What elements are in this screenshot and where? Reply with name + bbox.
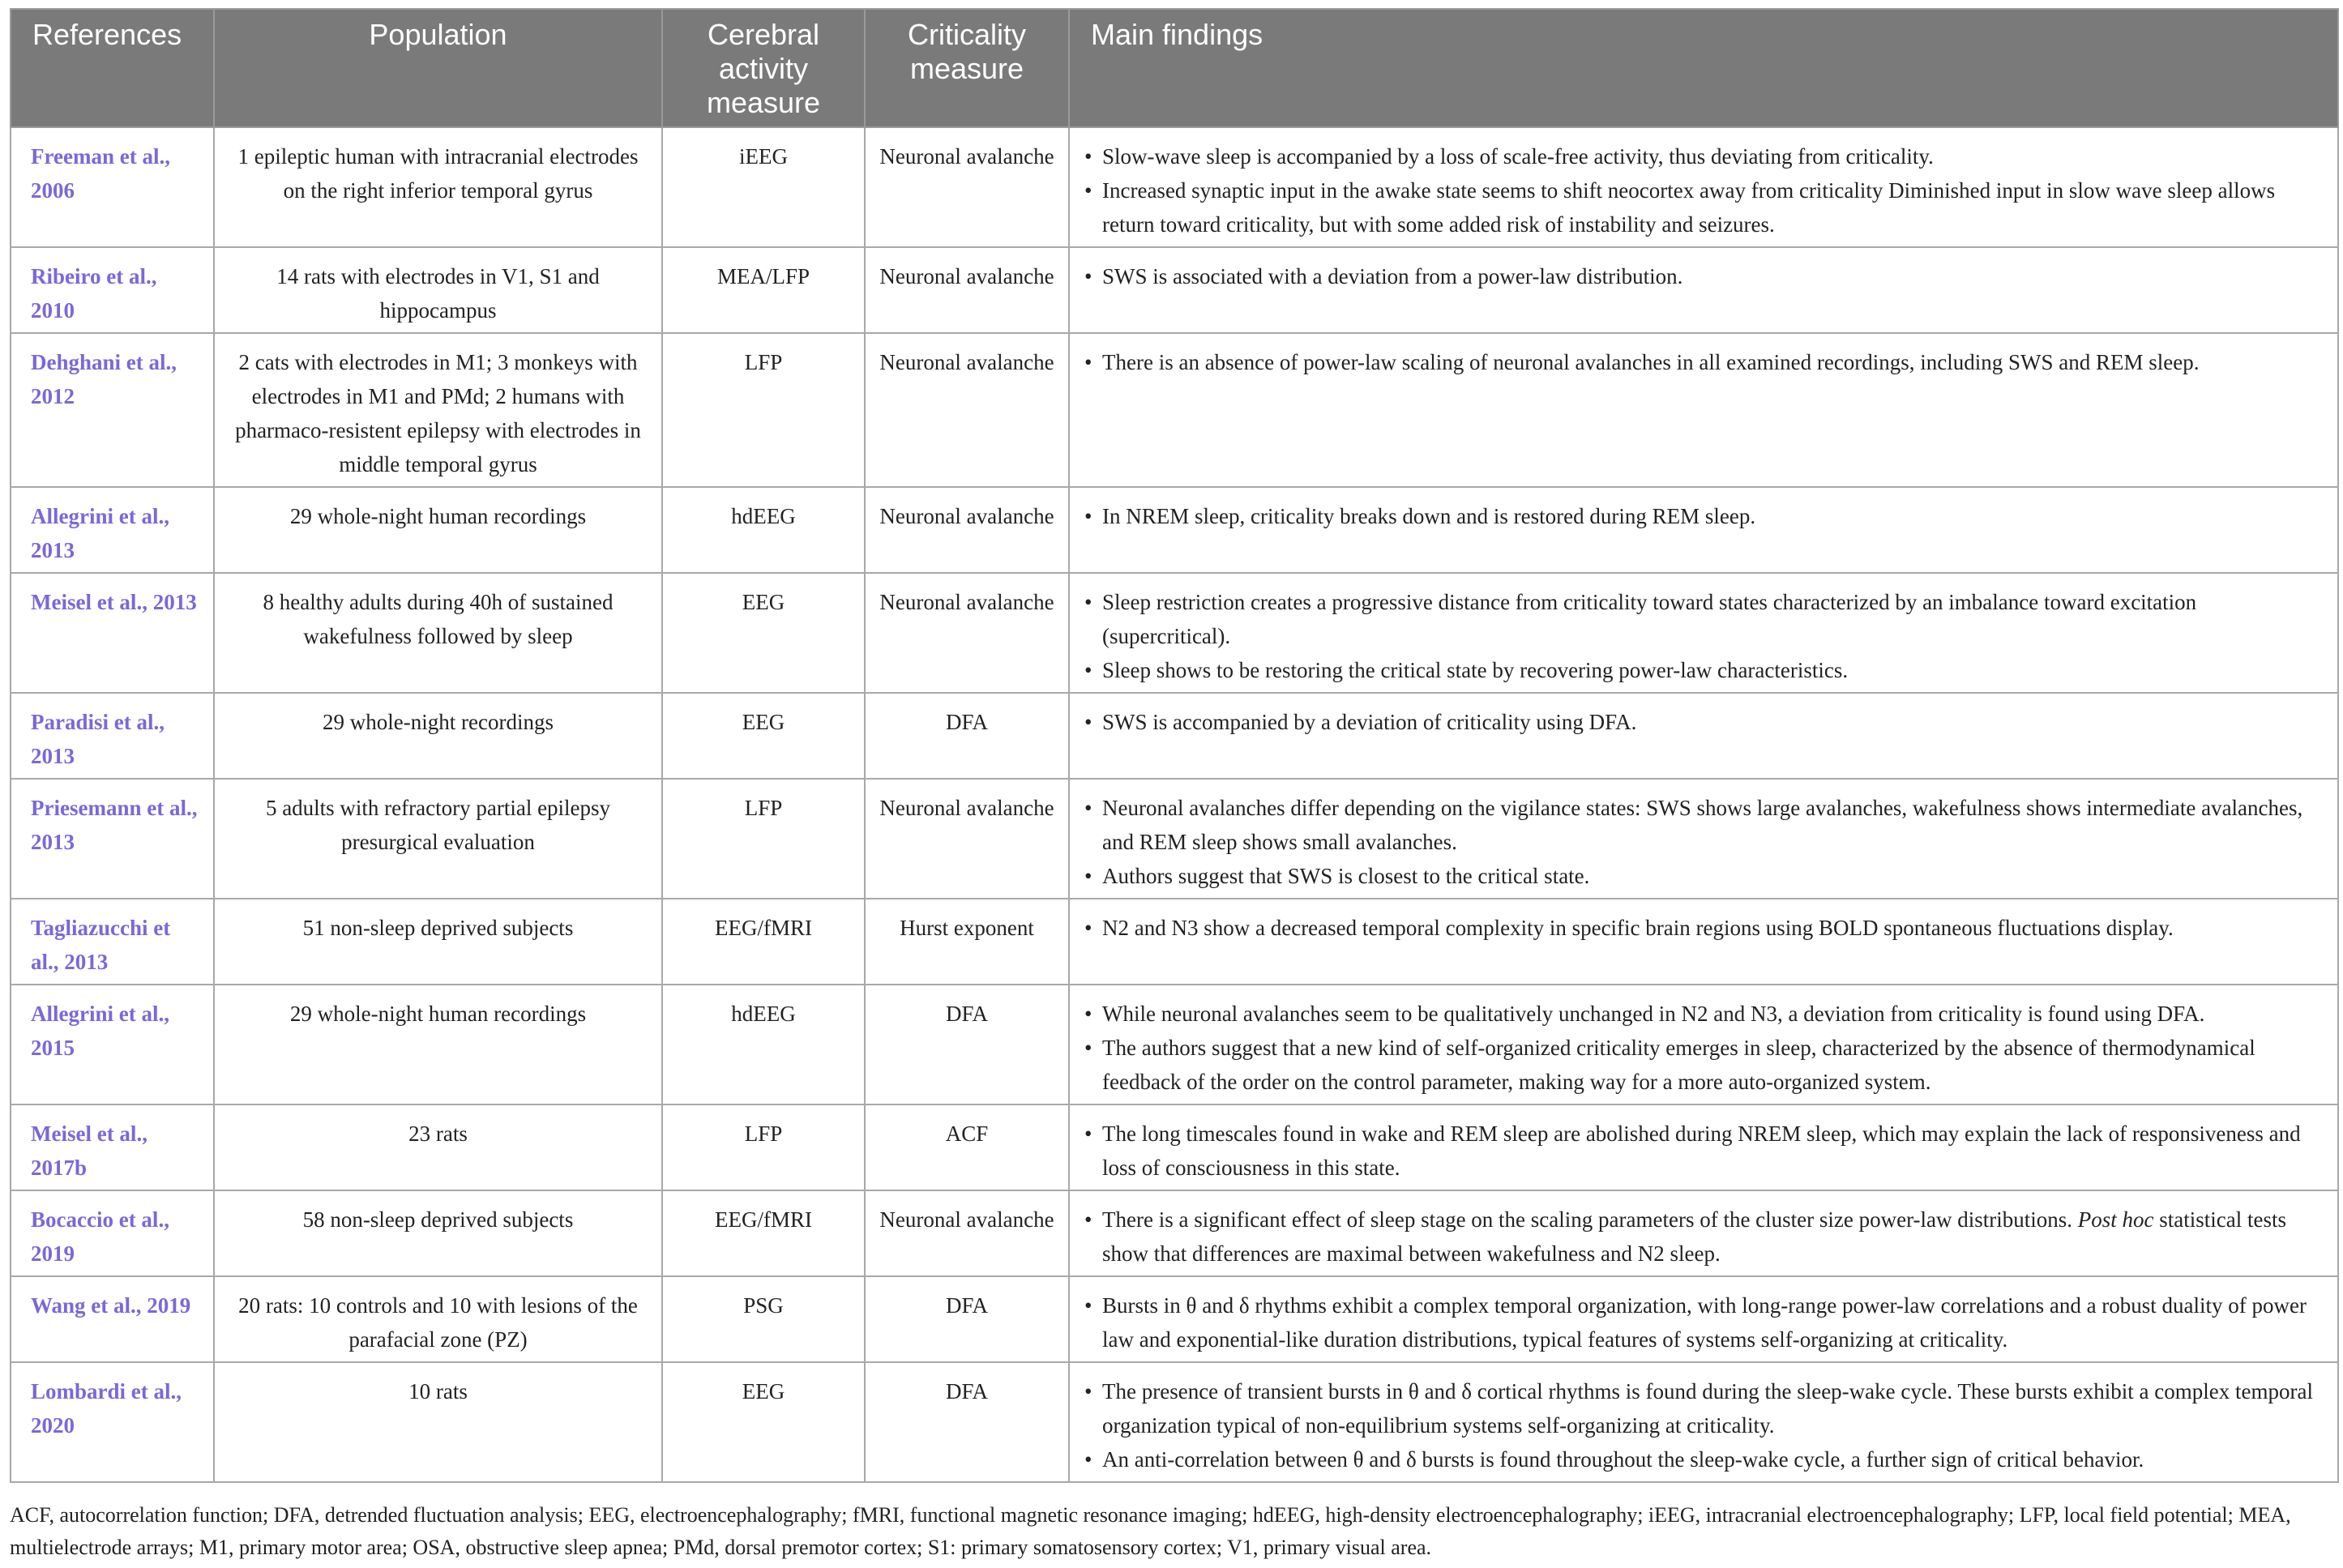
criticality-measure-cell: Neuronal avalanche xyxy=(865,779,1069,899)
population-cell: 23 rats xyxy=(214,1104,662,1190)
table-row xyxy=(11,127,2338,247)
finding-item: • An anti-correlation between θ and δ bursts is found throughout the sleep-wake cycle, a further sign of critical behavior. xyxy=(1081,1442,2326,1476)
criticality-measure-cell: Neuronal avalanche xyxy=(865,573,1069,693)
findings-list xyxy=(1081,139,2326,241)
finding-item: • The long timescales found in wake and REM sleep are abolished during NREM sleep, which may explain the lack of responsiveness and loss of consciousness in this state. xyxy=(1081,1117,2326,1185)
table-row xyxy=(11,1276,2338,1362)
criticality-measure-cell: Neuronal avalanche xyxy=(865,333,1069,487)
finding-item: • The presence of transient bursts in θ and δ cortical rhythms is found during the sleep-wake cycle. These bursts exhibit a complex temporal organization typical of non-equilibrium systems self-organizing at criticality. xyxy=(1081,1374,2326,1442)
findings-list xyxy=(1081,791,2326,893)
findings-list xyxy=(1081,499,2326,533)
finding-item: • The authors suggest that a new kind of self-organized criticality emerges in sleep, characterized by the absence of thermodynamical feedback of the order on the control parameter, making way for a more auto-organized system. xyxy=(1081,1031,2326,1099)
reference-cell: Dehghani et al., 2012 xyxy=(11,333,214,487)
header-cerebral-activity-measure: Cerebral activity measure xyxy=(662,9,865,127)
table-row xyxy=(11,1362,2338,1482)
findings-cell xyxy=(1069,985,2338,1104)
population-cell: 8 healthy adults during 40h of sustained wakefulness followed by sleep xyxy=(214,573,662,693)
cerebral-measure-cell: EEG xyxy=(662,573,865,693)
finding-item: • SWS is associated with a deviation from a power-law distribution. xyxy=(1081,259,2326,293)
findings-list xyxy=(1081,1117,2326,1185)
finding-item: • There is an absence of power-law scaling of neuronal avalanches in all examined recordings, including SWS and REM sleep. xyxy=(1081,345,2326,379)
criticality-measure-cell: DFA xyxy=(865,985,1069,1104)
findings-cell xyxy=(1069,333,2338,487)
findings-cell xyxy=(1069,127,2338,247)
finding-item: • Authors suggest that SWS is closest to the critical state. xyxy=(1081,859,2326,893)
reference-cell: Paradisi et al., 2013 xyxy=(11,693,214,779)
cerebral-measure-cell: LFP xyxy=(662,779,865,899)
criticality-measure-cell: Neuronal avalanche xyxy=(865,127,1069,247)
header-references: References xyxy=(11,9,214,127)
criticality-measure-cell: Neuronal avalanche xyxy=(865,1190,1069,1276)
cerebral-measure-cell: EEG/fMRI xyxy=(662,899,865,985)
criticality-measure-cell: ACF xyxy=(865,1104,1069,1190)
cerebral-measure-cell: LFP xyxy=(662,1104,865,1190)
reference-cell: Meisel et al., 2013 xyxy=(11,573,214,693)
reference-cell: Ribeiro et al., 2010 xyxy=(11,247,214,333)
criticality-measure-cell: Hurst exponent xyxy=(865,899,1069,985)
criticality-measure-cell: DFA xyxy=(865,693,1069,779)
table-row xyxy=(11,333,2338,487)
cerebral-measure-cell: EEG xyxy=(662,693,865,779)
criticality-measure-cell: Neuronal avalanche xyxy=(865,487,1069,573)
findings-list xyxy=(1081,997,2326,1099)
finding-item: • Sleep shows to be restoring the critical state by recovering power-law characteristics. xyxy=(1081,653,2326,687)
table-row xyxy=(11,899,2338,985)
finding-item: • SWS is accompanied by a deviation of criticality using DFA. xyxy=(1081,705,2326,739)
population-cell: 5 adults with refractory partial epilepsy presurgical evaluation xyxy=(214,779,662,899)
table-body xyxy=(11,127,2338,1482)
table-row xyxy=(11,693,2338,779)
findings-list xyxy=(1081,705,2326,739)
table-row xyxy=(11,1190,2338,1276)
population-cell: 10 rats xyxy=(214,1362,662,1482)
findings-cell xyxy=(1069,1190,2338,1276)
header-population: Population xyxy=(214,9,662,127)
criticality-measure-cell: DFA xyxy=(865,1362,1069,1482)
findings-cell xyxy=(1069,1362,2338,1482)
table-footnote: ACF, autocorrelation function; DFA, detrended fluctuation analysis; EEG, electroencephalography; fMRI, functional magnetic resonance imaging; hdEEG, high-density electroencephalography; iEEG, intracranial electroencephalography; LFP, local field potential; MEA, multielectrode arrays; M1, primary motor area; OSA, obstructive sleep apnea; PMd, dorsal premotor cortex; S1: primary somatosensory cortex; V1, primary visual area. xyxy=(10,1503,2291,1559)
findings-list xyxy=(1081,1374,2326,1476)
findings-cell xyxy=(1069,693,2338,779)
reference-cell: Priesemann et al., 2013 xyxy=(11,779,214,899)
table-row xyxy=(11,247,2338,333)
reference-cell: Allegrini et al., 2015 xyxy=(11,985,214,1104)
reference-cell: Allegrini et al., 2013 xyxy=(11,487,214,573)
population-cell: 2 cats with electrodes in M1; 3 monkeys with electrodes in M1 and PMd; 2 humans with pharmaco-resistent epilepsy with electrodes in middle temporal gyrus xyxy=(214,333,662,487)
table-figure xyxy=(10,8,2337,1564)
criticality-measure-cell: DFA xyxy=(865,1276,1069,1362)
table-row xyxy=(11,985,2338,1104)
finding-item: • Bursts in θ and δ rhythms exhibit a complex temporal organization, with long-range power-law correlations and a robust duality of power law and exponential-like duration distributions, typical features of systems self-organizing at criticality. xyxy=(1081,1288,2326,1357)
finding-item: • Slow-wave sleep is accompanied by a loss of scale-free activity, thus deviating from criticality. xyxy=(1081,139,2326,173)
cerebral-measure-cell: EEG xyxy=(662,1362,865,1482)
cerebral-measure-cell: PSG xyxy=(662,1276,865,1362)
table-header xyxy=(11,9,2338,127)
findings-cell xyxy=(1069,247,2338,333)
criticality-sleep-table xyxy=(10,8,2339,1483)
population-cell: 29 whole-night human recordings xyxy=(214,985,662,1104)
criticality-measure-cell: Neuronal avalanche xyxy=(865,247,1069,333)
table-row xyxy=(11,573,2338,693)
finding-item: • Increased synaptic input in the awake state seems to shift neocortex away from criticality Diminished input in slow wave sleep allows return toward criticality, but with some added risk of instability and seizures. xyxy=(1081,173,2326,241)
population-cell: 51 non-sleep deprived subjects xyxy=(214,899,662,985)
findings-list xyxy=(1081,1288,2326,1357)
findings-list xyxy=(1081,585,2326,687)
finding-item: • Sleep restriction creates a progressive distance from criticality toward states characterized by an imbalance toward excitation (supercritical). xyxy=(1081,585,2326,653)
population-cell: 58 non-sleep deprived subjects xyxy=(214,1190,662,1276)
findings-cell xyxy=(1069,779,2338,899)
population-cell: 14 rats with electrodes in V1, S1 and hippocampus xyxy=(214,247,662,333)
findings-cell xyxy=(1069,487,2338,573)
population-cell: 29 whole-night human recordings xyxy=(214,487,662,573)
cerebral-measure-cell: MEA/LFP xyxy=(662,247,865,333)
cerebral-measure-cell: EEG/fMRI xyxy=(662,1190,865,1276)
table-row xyxy=(11,487,2338,573)
findings-list xyxy=(1081,345,2326,379)
cerebral-measure-cell: iEEG xyxy=(662,127,865,247)
finding-item: • There is a significant effect of sleep stage on the scaling parameters of the cluster size power-law distributions. Post hoc statistical tests show that differences are maximal between wakefulness and N2 sleep. xyxy=(1081,1203,2326,1271)
italic-term: Post hoc xyxy=(2077,1207,2154,1232)
reference-cell: Tagliazucchi et al., 2013 xyxy=(11,899,214,985)
reference-cell: Lombardi et al., 2020 xyxy=(11,1362,214,1482)
finding-item: • While neuronal avalanches seem to be qualitatively unchanged in N2 and N3, a deviation from criticality is found using DFA. xyxy=(1081,997,2326,1031)
findings-list xyxy=(1081,911,2326,945)
findings-cell xyxy=(1069,1276,2338,1362)
findings-cell xyxy=(1069,573,2338,693)
cerebral-measure-cell: hdEEG xyxy=(662,487,865,573)
finding-item: • N2 and N3 show a decreased temporal complexity in specific brain regions using BOLD spontaneous fluctuations display. xyxy=(1081,911,2326,945)
table-row xyxy=(11,779,2338,899)
cerebral-measure-cell: hdEEG xyxy=(662,985,865,1104)
population-cell: 1 epileptic human with intracranial electrodes on the right inferior temporal gyrus xyxy=(214,127,662,247)
finding-item: • Neuronal avalanches differ depending on the vigilance states: SWS shows large avalanches, wakefulness shows intermediate avalanches, and REM sleep shows small avalanches. xyxy=(1081,791,2326,859)
reference-cell: Bocaccio et al., 2019 xyxy=(11,1190,214,1276)
finding-item: • In NREM sleep, criticality breaks down and is restored during REM sleep. xyxy=(1081,499,2326,533)
findings-list xyxy=(1081,259,2326,293)
population-cell: 29 whole-night recordings xyxy=(214,693,662,779)
table-row xyxy=(11,1104,2338,1190)
header-criticality-measure: Criticality measure xyxy=(865,9,1069,127)
reference-cell: Meisel et al., 2017b xyxy=(11,1104,214,1190)
reference-cell: Wang et al., 2019 xyxy=(11,1276,214,1362)
reference-cell: Freeman et al., 2006 xyxy=(11,127,214,247)
findings-list xyxy=(1081,1203,2326,1271)
findings-cell xyxy=(1069,899,2338,985)
findings-cell xyxy=(1069,1104,2338,1190)
cerebral-measure-cell: LFP xyxy=(662,333,865,487)
header-main-findings: Main findings xyxy=(1069,9,2338,127)
population-cell: 20 rats: 10 controls and 10 with lesions of the parafacial zone (PZ) xyxy=(214,1276,662,1362)
